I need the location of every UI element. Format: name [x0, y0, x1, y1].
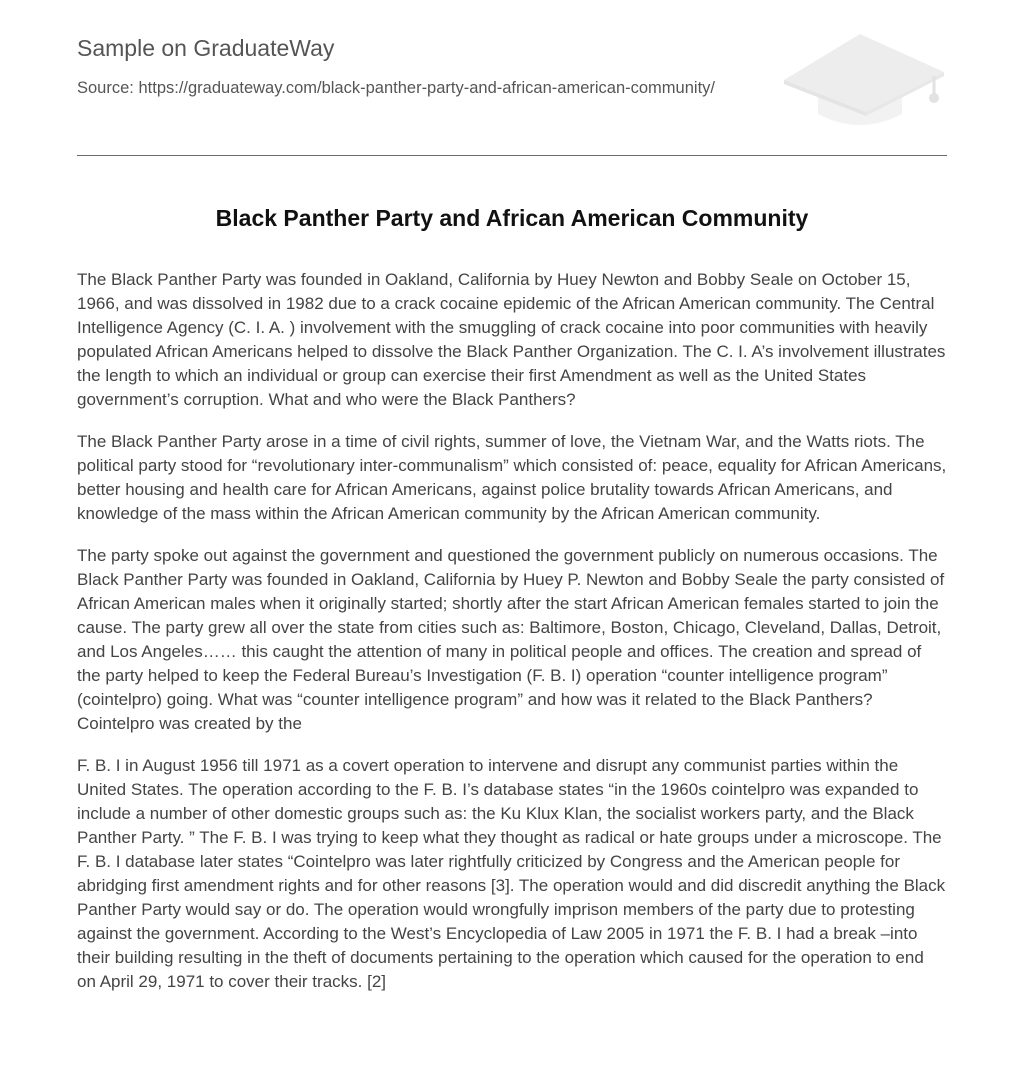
- paragraph: F. B. I in August 1956 till 1971 as a covert operation to intervene and disrupt any communist parties within the United States. The operation according to the F. B. I’s database states “in the 1960s cointelpro was expanded to include a number of other domestic groups such as: the Ku Klux Klan, the socialist workers party, and the Black Panther Party. ” The F. B. I was trying to keep what they thought as radical or hate groups under a microscope. The F. B. I database later states “Cointelpro was later rightfully criticized by Congress and the American people for abridging first amendment rights and for other reasons [3]. The operation would and did discredit anything the Black Panther Party would say or do. The operation would wrongfully imprison members of the party due to protesting against the government. According to the West’s Encyclopedia of Law 2005 in 1971 the F. B. I had a break –into their building resulting in the theft of documents pertaining to the operation which caused for the operation to end on April 29, 1971 to cover their tracks. [2]: [77, 756, 946, 991]
- paragraph: The party spoke out against the government and questioned the government publicly on numerous occasions. The Black Panther Party was founded in Oakland, California by Huey P. Newton and Bobby Seale the party consisted of African American males when it originally started; shortly after the start African American females started to join the cause. The party grew all over the state from cities such as: Baltimore, Boston, Chicago, Cleveland, Dallas, Detroit, and Los Angeles…… this caught the attention of many in political people and offices. The creation and spread of the party helped to keep the Federal Bureau’s Investigation (F. B. I) operation “counter intelligence program” (cointelpro) going. What was “counter intelligence program” and how was it related to the Black Panthers? Cointelpro was created by the: [77, 546, 945, 733]
- paragraph: The Black Panther Party was founded in Oakland, California by Huey Newton and Bobby Seale on October 15, 1966, and was dissolved in 1982 due to a crack cocaine epidemic of the African American community. The Central Intelligence Agency (C. I. A. ) involvement with the smuggling of crack cocaine into poor communities with heavily populated African Americans helped to dissolve the Black Panther Organization. The C. I. A’s involvement illustrates the length to which an individual or group can exercise their first Amendment as well as the United States government’s corruption. What and who were the Black Panthers?: [77, 270, 946, 409]
- paragraph: The Black Panther Party arose in a time of civil rights, summer of love, the Vietnam War, and the Watts riots. The political party stood for “revolutionary inter-communalism” which consisted of: peace, equality for African Americans, better housing and health care for African Americans, against police brutality towards African Americans, and knowledge of the mass within the African American community by the African American community.: [77, 432, 947, 523]
- site-title: Sample on GraduateWay: [77, 35, 335, 61]
- header: [77, 0, 947, 156]
- source-link[interactable]: https://graduateway.com/black-panther-party-and-african-american-community/: [138, 79, 715, 97]
- document-body: [77, 268, 947, 1012]
- graduation-cap-icon: [780, 30, 948, 134]
- source-label: Source:: [77, 79, 134, 97]
- page: [77, 0, 947, 991]
- source-line: [77, 78, 717, 99]
- document-title: Black Panther Party and African American Community: [215, 205, 809, 231]
